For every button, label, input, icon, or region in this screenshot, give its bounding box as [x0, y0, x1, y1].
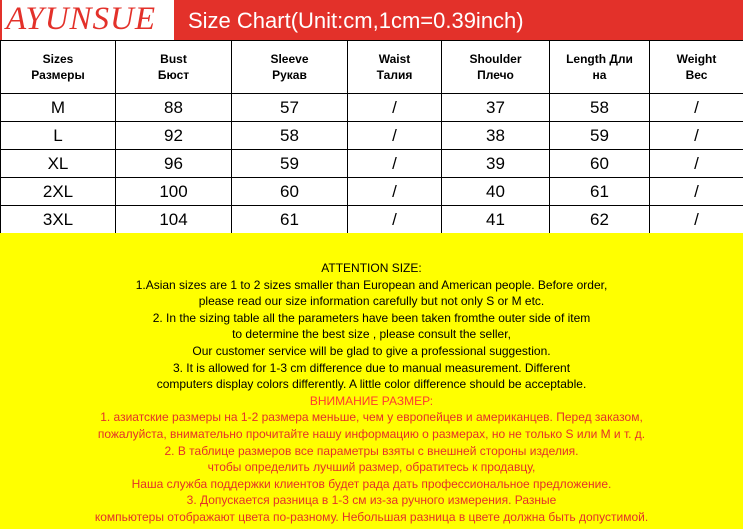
table-cell: L [1, 122, 116, 150]
notice-line-en: 1.Asian sizes are 1 to 2 sizes smaller than European and American people. Before order, [135, 277, 608, 292]
notice-line-ru: компьютеры отображают цвета по-разному. Небольшая разница в цвете должна быть допустимой. [94, 509, 649, 524]
table-cell: 3XL [1, 206, 116, 234]
notice-line-ru: 3. Допускается разница в 1-3 см из-за ручного измерения. Разные [186, 493, 557, 508]
size-table [0, 40, 743, 234]
table-row [1, 150, 743, 178]
table-cell: 41 [442, 206, 550, 234]
header-bar [0, 0, 743, 40]
table-cell: 37 [442, 94, 550, 122]
notice-line-en: computers display colors differently. A little color difference should be acceptable. [156, 377, 587, 392]
table-cell: XL [1, 150, 116, 178]
table-cell: 58 [550, 94, 650, 122]
table-cell: / [348, 178, 442, 206]
table-cell: 57 [232, 94, 348, 122]
notice-line-en: to determine the best size , please consult the seller, [232, 327, 511, 342]
table-row [1, 122, 743, 150]
table-cell: 59 [232, 150, 348, 178]
column-header: Waist Талия [348, 41, 442, 94]
notice-line-en: please read our size information carefully but not only S or M etc. [198, 294, 545, 309]
column-header: Shoulder Плечо [442, 41, 550, 94]
notice-line-ru: пожалуйста, внимательно прочитайте нашу информацию о размерах, но не только S или M и т. д. [97, 426, 646, 441]
table-cell: M [1, 94, 116, 122]
column-header: Weight Вес [650, 41, 743, 94]
notice-line-ru: Наша служба поддержки клиентов будет рада дать профессиональное предложение. [131, 476, 612, 491]
notice-line-ru: 1. азиатские размеры на 1-2 размера меньше, чем у европейцев и американцев. Перед заказом, [100, 410, 643, 425]
page-title: Size Chart(Unit:cm,1cm=0.39inch) [188, 8, 524, 33]
table-row [1, 94, 743, 122]
table-row [1, 178, 743, 206]
table-cell: 61 [550, 178, 650, 206]
table-cell: / [650, 150, 743, 178]
table-cell: / [348, 94, 442, 122]
table-cell: / [650, 122, 743, 150]
column-header: Length Дли на [550, 41, 650, 94]
notice-title-ru: ВНИМАНИЕ РАЗМЕР: [309, 393, 434, 408]
table-cell: / [650, 178, 743, 206]
table-cell: / [348, 206, 442, 234]
table-header-row [1, 41, 743, 94]
table-cell: 2XL [1, 178, 116, 206]
column-header: Sleeve Рукав [232, 41, 348, 94]
table-cell: 62 [550, 206, 650, 234]
notice-title-en: ATTENTION SIZE: [321, 261, 422, 275]
table-cell: 61 [232, 206, 348, 234]
notice-line-en: 2. In the sizing table all the parameters have been taken fromthe outer side of item [152, 310, 591, 325]
table-cell: 40 [442, 178, 550, 206]
table-cell: 58 [232, 122, 348, 150]
table-cell: 88 [116, 94, 232, 122]
brand-logo: AYUNSUE [2, 0, 174, 41]
notice-line-en: Our customer service will be glad to give a professional suggestion. [192, 343, 551, 358]
table-cell: 39 [442, 150, 550, 178]
table-cell: / [348, 122, 442, 150]
table-cell: 59 [550, 122, 650, 150]
table-cell: / [348, 150, 442, 178]
notice-line-en: 3. It is allowed for 1-3 cm difference due to manual measurement. Different [172, 360, 571, 375]
table-cell: 60 [232, 178, 348, 206]
table-cell: / [650, 206, 743, 234]
table-cell: 92 [116, 122, 232, 150]
notice-line-ru: чтобы определить лучший размер, обратитесь к продавцу, [207, 460, 536, 475]
table-cell: / [650, 94, 743, 122]
column-header: Bust Бюст [116, 41, 232, 94]
attention-notice [0, 233, 743, 529]
table-row [1, 206, 743, 234]
table-cell: 60 [550, 150, 650, 178]
table-cell: 100 [116, 178, 232, 206]
table-cell: 38 [442, 122, 550, 150]
table-cell: 104 [116, 206, 232, 234]
column-header: Sizes Размеры [1, 41, 116, 94]
table-cell: 96 [116, 150, 232, 178]
notice-line-ru: 2. В таблице размеров все параметры взяты с внешней стороны изделия. [164, 443, 579, 458]
